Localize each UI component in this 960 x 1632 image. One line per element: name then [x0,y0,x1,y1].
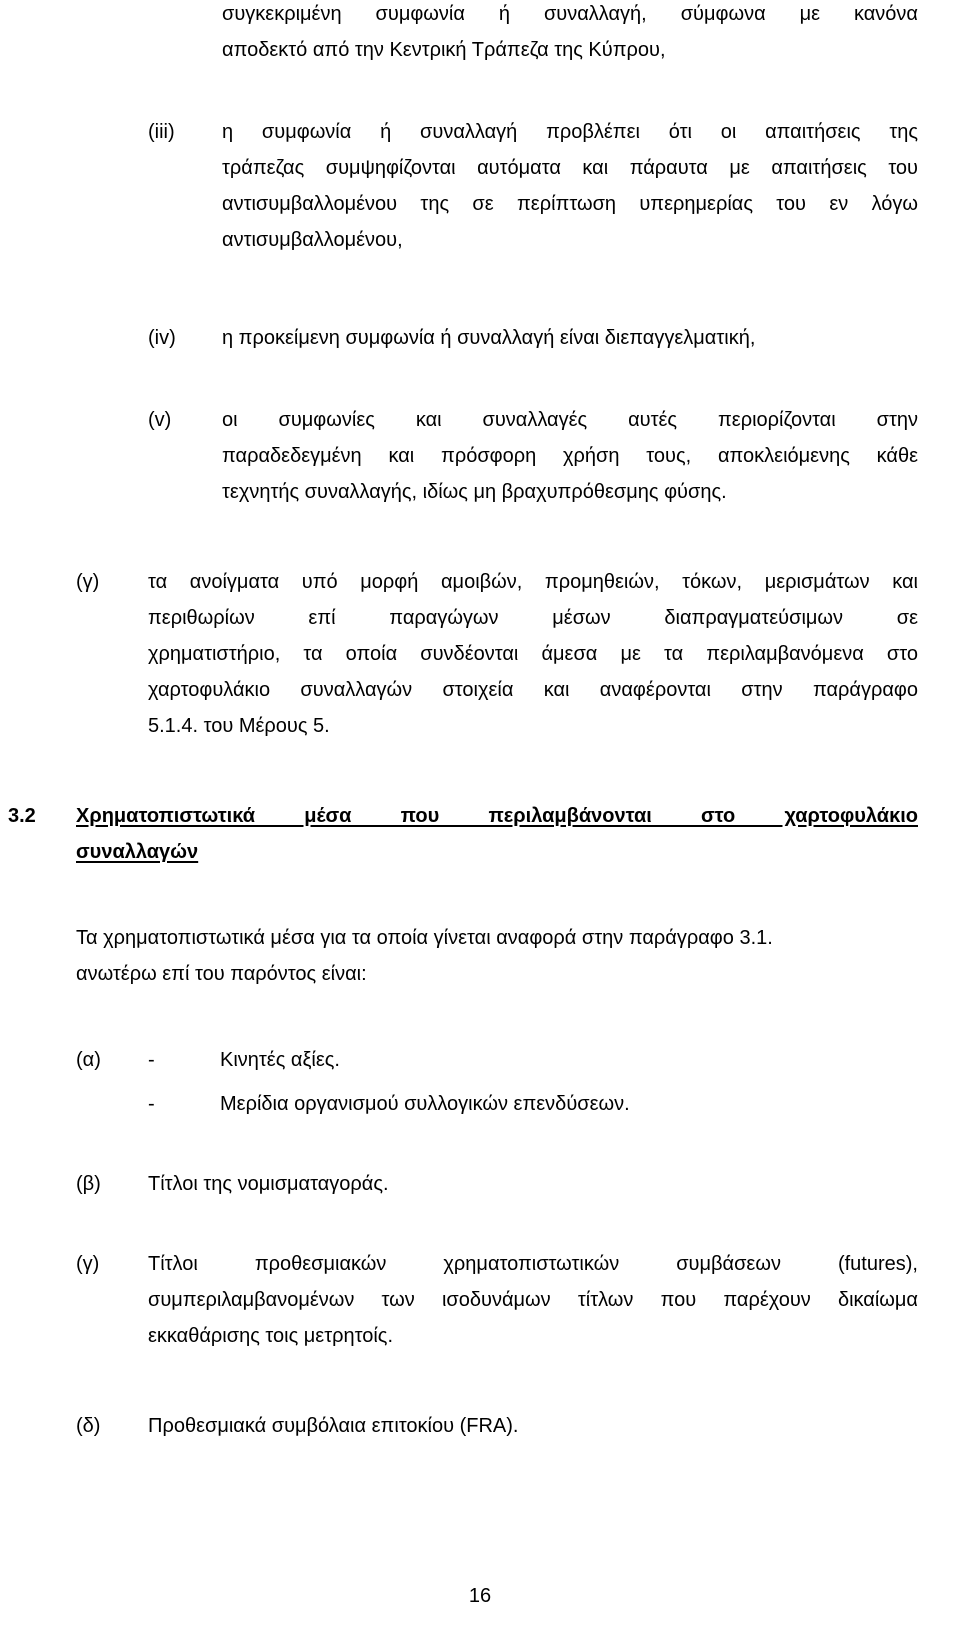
dash-marker: - [148,1093,155,1115]
list-item-iv-text [222,320,918,356]
list-marker-beta: (β) [76,1173,101,1195]
list-marker-gamma-2: (γ) [76,1253,100,1275]
text-line: παραδεδεγμένη και πρόσφορη χρήση τους, αποκλειόμενης κάθε [222,445,918,467]
list-item-delta-text [148,1408,918,1444]
section-title [76,798,918,870]
list-item-beta-text [148,1166,918,1202]
text-line: η συμφωνία ή συναλλαγή προβλέπει ότι οι απαιτήσεις της [222,121,918,143]
text-line: η προκείμενη συμφωνία ή συναλλαγή είναι διεπαγγελματική, [222,327,756,349]
page-number: 16 [468,1585,492,1607]
text-line: χρηματιστήριο, τα οποία συνδέονται άμεσα με τα περιλαμβανόμενα στο [148,643,918,665]
dash-marker: - [148,1049,155,1071]
text-line: οι συμφωνίες και συναλλαγές αυτές περιορίζονται στην [222,409,918,431]
list-marker-iii: (iii) [148,121,175,143]
text-line: Προθεσμιακά συμβόλαια επιτοκίου (FRA). [148,1415,519,1437]
text-line: χαρτοφυλάκιο συναλλαγών στοιχεία και αναφέρονται στην παράγραφο [148,679,918,701]
section-number: 3.2 [8,805,36,827]
list-item-gamma-2-text [148,1246,918,1354]
text-line: περιθωρίων επί παραγώγων μέσων διαπραγματεύσιμων σε [148,607,918,629]
section-title-line: συναλλαγών [76,841,199,863]
text-line: εκκαθάρισης τοις μετρητοίς. [148,1325,393,1347]
text-line: Τα χρηματοπιστωτικά μέσα για τα οποία γίνεται αναφορά στην παράγραφο 3.1. [76,927,773,949]
text-line: συμπεριλαμβανομένων των ισοδυνάμων τίτλων που παρέχουν δικαίωμα [148,1289,918,1311]
section-title-line: Χρηματοπιστωτικά μέσα που περιλαμβάνονται στο χαρτοφυλάκιο [76,805,918,827]
text-line: Τίτλοι προθεσμιακών χρηματοπιστωτικών συμβάσεων (futures), [148,1253,918,1275]
text-line: αντισυμβαλλομένου της σε περίπτωση υπερημερίας του εν λόγω [222,193,918,215]
text-line: τα ανοίγματα υπό μορφή αμοιβών, προμηθειών, τόκων, μερισμάτων και [148,571,918,593]
text-line: τεχνητής συναλλαγής, ιδίως μη βραχυπρόθεσμης φύσης. [222,481,727,503]
dash-item-text: Κινητές αξίες. [220,1049,340,1071]
list-item-iii-text [222,114,918,258]
text-line: αποδεκτό από την Κεντρική Τράπεζα της Κύπρου, [222,39,666,61]
continuation-paragraph [222,0,918,68]
list-marker-v: (v) [148,409,172,431]
text-line: Τίτλοι της νομισματαγοράς. [148,1173,389,1195]
text-line: ανωτέρω επί του παρόντος είναι: [76,963,367,985]
text-line: 5.1.4. του Μέρους 5. [148,715,330,737]
list-marker-alpha: (α) [76,1049,101,1071]
list-marker-delta: (δ) [76,1415,101,1437]
text-line: αντισυμβαλλομένου, [222,229,403,251]
list-marker-gamma: (γ) [76,571,100,593]
text-line: συγκεκριμένη συμφωνία ή συναλλαγή, σύμφωνα με κανόνα [222,3,918,25]
list-marker-iv: (iv) [148,327,176,349]
text-line: τράπεζας συμψηφίζονται αυτόματα και πάραυτα με απαιτήσεις του [222,157,918,179]
section-intro [76,920,918,992]
list-item-gamma-text [148,564,918,744]
dash-item-text: Μερίδια οργανισμού συλλογικών επενδύσεων. [220,1093,630,1115]
list-item-v-text [222,402,918,510]
